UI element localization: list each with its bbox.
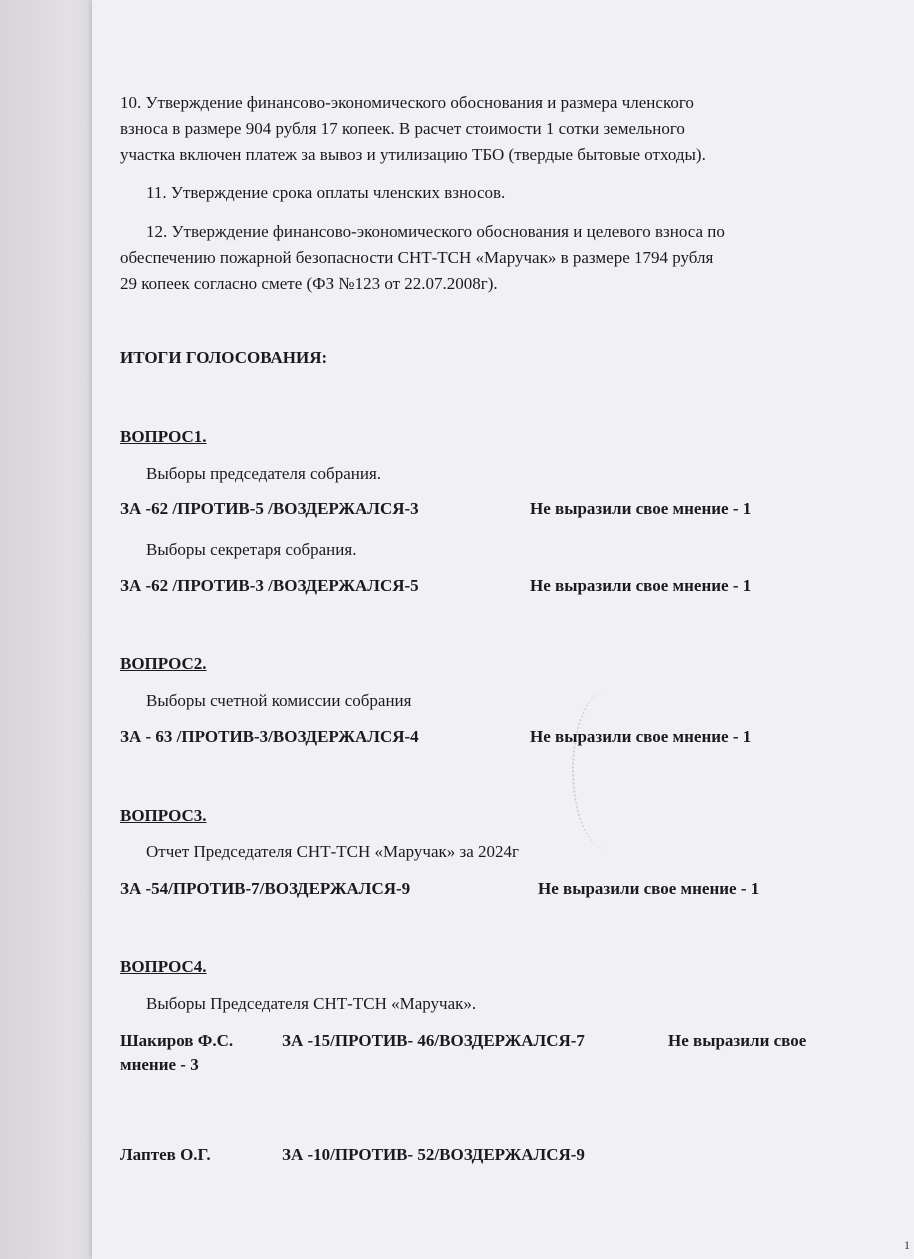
vote-result: ЗА - 63 /ПРОТИВ-3/ВОЗДЕРЖАЛСЯ-4 bbox=[120, 727, 419, 746]
vote-no-opinion: Не выразили свое мнение - 1 bbox=[530, 576, 752, 595]
candidate-1-vote-continued: мнение - 3 bbox=[120, 1055, 199, 1074]
stamp-mark bbox=[572, 690, 644, 850]
previous-page-edge bbox=[0, 0, 96, 1259]
vote-no-opinion: Не выразили свое мнение - 1 bbox=[530, 727, 752, 746]
candidate-2-vote bbox=[120, 1145, 585, 1165]
paragraph-12-line-2: обеспечению пожарной безопасности СНТ-ТСН «Маручак» в размере 1794 рубля bbox=[120, 248, 714, 267]
vote-result: ЗА -10/ПРОТИВ- 52/ВОЗДЕРЖАЛСЯ-9 bbox=[282, 1145, 585, 1164]
paragraph-12-line-3: 29 копеек согласно смете (ФЗ №123 от 22.07.2008г). bbox=[120, 274, 498, 293]
vote-result: ЗА -62 /ПРОТИВ-5 /ВОЗДЕРЖАЛСЯ-3 bbox=[120, 499, 419, 518]
question-1-vote-2 bbox=[120, 576, 752, 596]
candidate-1-vote bbox=[120, 1031, 807, 1051]
vote-result: ЗА -62 /ПРОТИВ-3 /ВОЗДЕРЖАЛСЯ-5 bbox=[120, 576, 419, 595]
question-1-heading: ВОПРОС1. bbox=[120, 427, 207, 446]
question-3-heading: ВОПРОС3. bbox=[120, 806, 207, 825]
vote-no-opinion: Не выразили свое bbox=[668, 1031, 807, 1050]
question-3-vote bbox=[120, 879, 760, 899]
paragraph-11: 11. Утверждение срока оплаты членских взносов. bbox=[146, 183, 506, 202]
vote-result: ЗА -54/ПРОТИВ-7/ВОЗДЕРЖАЛСЯ-9 bbox=[120, 879, 411, 898]
question-1-item-2: Выборы секретаря собрания. bbox=[146, 540, 357, 559]
page-number: 1 bbox=[904, 1238, 910, 1252]
question-4-heading: ВОПРОС4. bbox=[120, 957, 207, 976]
question-3-item: Отчет Председателя СНТ-ТСН «Маручак» за 2024г bbox=[146, 842, 520, 861]
candidate-name: Лаптев О.Г. bbox=[120, 1145, 211, 1164]
results-heading: ИТОГИ ГОЛОСОВАНИЯ: bbox=[120, 348, 328, 367]
vote-result: ЗА -15/ПРОТИВ- 46/ВОЗДЕРЖАЛСЯ-7 bbox=[282, 1031, 585, 1050]
question-1-item-1: Выборы председателя собрания. bbox=[146, 464, 382, 483]
paragraph-10-line-2: взноса в размере 904 рубля 17 копеек. В расчет стоимости 1 сотки земельного bbox=[120, 119, 685, 138]
paragraph-10-line-1: 10. Утверждение финансово-экономического обоснования и размера членского bbox=[120, 93, 694, 112]
paragraph-10-line-3: участка включен платеж за вывоз и утилизацию ТБО (твердые бытовые отходы). bbox=[120, 145, 706, 164]
question-1-vote-1 bbox=[120, 499, 752, 519]
vote-no-opinion: Не выразили свое мнение - 1 bbox=[538, 879, 760, 898]
question-2-heading: ВОПРОС2. bbox=[120, 654, 207, 673]
question-2-item: Выборы счетной комиссии собрания bbox=[146, 691, 412, 710]
paragraph-12-line-1: 12. Утверждение финансово-экономического обоснования и целевого взноса по bbox=[146, 222, 725, 241]
question-4-item: Выборы Председателя СНТ-ТСН «Маручак». bbox=[146, 994, 477, 1013]
vote-no-opinion: Не выразили свое мнение - 1 bbox=[530, 499, 752, 518]
question-2-vote bbox=[120, 727, 752, 747]
candidate-name: Шакиров Ф.С. bbox=[120, 1031, 234, 1050]
